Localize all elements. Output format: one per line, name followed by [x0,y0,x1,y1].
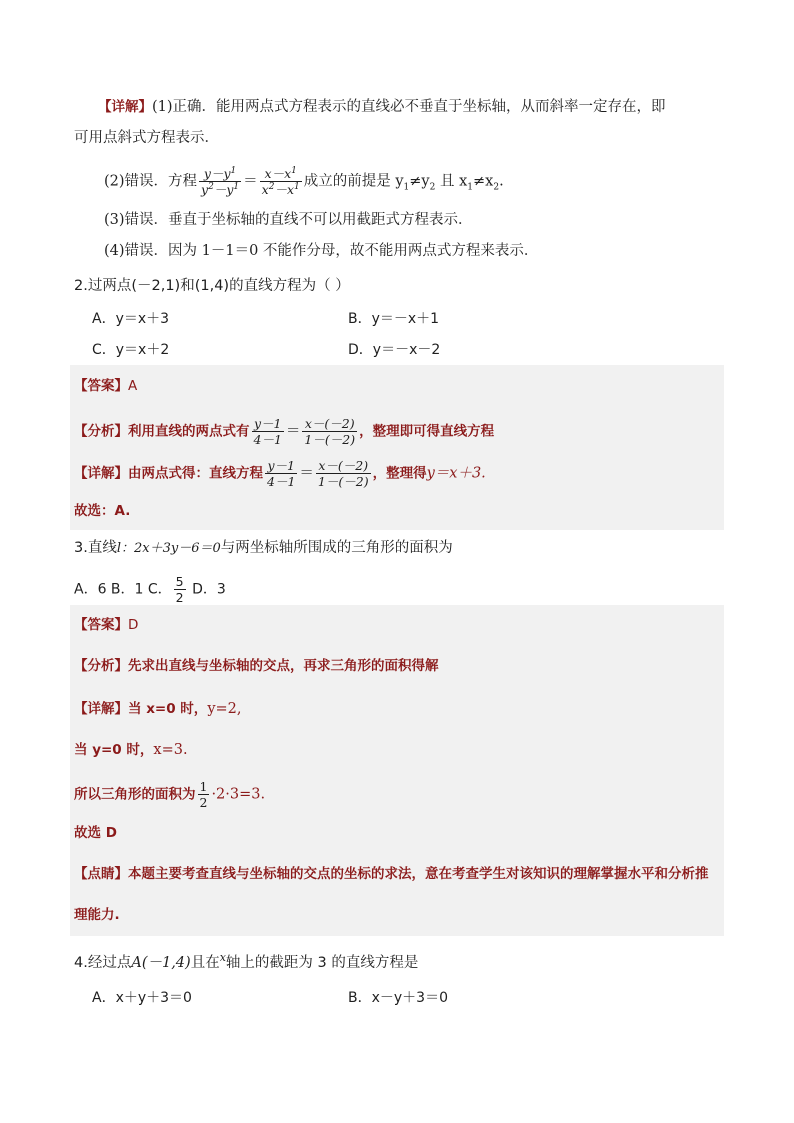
q4-stem-lead: 4.经过点 [74,954,132,971]
q3-stem-lead: 3.直线 [74,540,117,556]
answer-value: A [128,378,138,394]
answer-tag: 【答案】 [74,378,128,394]
q3-analysis [74,656,439,676]
q3-detail-1 [74,699,242,719]
detail-result: y＝x＋3. [426,465,486,482]
prev-item3 [104,210,473,230]
detail-lead: 由两点式得：直线方程 [128,465,263,482]
prev-item4 [104,241,538,261]
detail-mid: ，整理得 [372,465,427,482]
choice-text: 故选：A. [74,503,131,519]
q4-option-a-text: A．x＋y＋3＝0 [92,990,192,1006]
item3-text: (3)错误．垂直于坐标轴的直线不可以用截距式方程表示． [104,212,473,228]
q3-detail-2 [74,740,188,760]
q4-stem-mid: 且在 [190,954,220,971]
q2-analysis [74,416,494,447]
answer-tag: 【答案】 [74,617,128,633]
q3-detail-3 [74,779,265,810]
q2-solution-box [70,365,724,530]
q3-stem [74,538,453,559]
q4-stem-tail: 轴上的截距为 3 的直线方程是 [225,954,419,971]
q2-option-c: C．y＝x＋2 [92,342,170,358]
q2-answer [74,376,137,396]
q2-detail-frac-y: $\frac{y-1}{4-1}$ [267,458,296,489]
analysis-tag: 【分析】 [74,658,128,674]
item2-frac1: $\frac{y-y^1}{y^2-y^1}$ [201,165,240,197]
q3-choice [74,823,117,843]
item2-eq: ＝ [243,173,258,190]
comment-text: 本题主要考查直线与坐标轴的交点的坐标的求法，意在考查学生对该知识的理解掌握水平和分析推 [128,866,709,882]
q4-option-a [92,988,192,1008]
q4-stem [74,948,418,973]
q3-comment-1 [74,864,709,884]
item2-tail: 成立的前提是 y [303,173,404,190]
q2-detail-frac-x: $\frac{x-(-2)}{1-(-2)}$ [317,458,369,489]
q2-choice [74,501,130,521]
q3-options-lead: A．6 B．1 C． [74,581,172,598]
q2-analysis-frac-y: $\frac{y-1}{4-1}$ [253,416,282,447]
half-frac: $\frac{1}{2}$ [199,779,208,810]
q2-detail [74,458,486,489]
analysis-lead: 利用直线的两点式有 [128,423,250,440]
item2-frac2: $\frac{x-x^1}{x^2-x^1}$ [261,165,300,197]
q4-option-b [348,988,448,1008]
detail-tag: 【详解】 [74,465,128,482]
item2-lead: (2)错误．方程 [104,173,198,190]
detail1-b: y=2, [207,701,242,717]
prev-item2-line: (2)错误．方程 $\frac{y-y^1}{y^2-y^1}$ ＝ $\frac{x-x^1}{x^2-x^1}$ 成立的前提是 $y_1\ne y_2$ 且 $x_1\ne x_2$. [104,165,504,197]
detail2-a: 当 y=0 时， [74,742,154,758]
q3-solution-box [70,605,724,936]
q3-answer [74,615,138,635]
q3-options-tail: D．3 [187,581,226,598]
comment-text-cont: 理能力. [74,907,120,923]
q2-option-a: A．y＝x＋3 [92,311,170,327]
analysis-tag: 【分析】 [74,423,128,440]
q3-option-c-frac: $\frac{5}{2}$ [175,574,184,605]
detail-tag: 【详解】 [98,99,152,115]
q3-stem-tail: 与两坐标轴所围成的三角形的面积为 [220,540,453,556]
analysis-text: 先求出直线与坐标轴的交点，再求三角形的面积得解 [128,658,439,674]
q4-point: A(－1,4) [131,954,191,971]
q4-x: x [219,951,226,964]
prev-detail-line-2 [74,128,219,148]
q2-option-b: B．y＝－x＋1 [348,311,440,327]
analysis-eq: ＝ [285,423,301,440]
item1-text: (1)正确．能用两点式方程表示的直线必不垂直于坐标轴，从而斜率一定存在，即 [152,99,666,115]
choice-text: 故选 D [74,825,117,841]
detail3-b: ·2·3=3. [211,786,266,803]
item1-text-cont: 可用点斜式方程表示． [74,130,219,146]
detail2-b: x=3. [153,742,188,758]
q2-stem: 2.过两点(－2,1)和(1,4)的直线方程为（ ） [74,278,350,294]
comment-tag: 【点睛】 [74,866,128,882]
detail1-a: 当 x=0 时， [128,701,208,717]
q4-option-b-text: B．x－y＋3＝0 [348,990,448,1006]
q3-options [74,574,226,605]
detail3-a: 所以三角形的面积为 [74,786,196,803]
q3-comment-2 [74,905,120,925]
analysis-tail: ，整理即可得直线方程 [359,423,495,440]
q2-option-d: D．y＝－x－2 [348,342,441,358]
prev-detail-line-1 [98,97,666,117]
detail-tag: 【详解】 [74,701,128,717]
answer-value: D [128,617,139,633]
q2-analysis-frac-x: $\frac{x-(-2)}{1-(-2)}$ [304,416,356,447]
item4-text: (4)错误．因为 1－1＝0 不能作分母，故不能用两点式方程来表示． [104,243,539,259]
detail-eq: ＝ [299,465,314,482]
q3-equation: l：2x＋3y－6＝0 [116,541,221,556]
